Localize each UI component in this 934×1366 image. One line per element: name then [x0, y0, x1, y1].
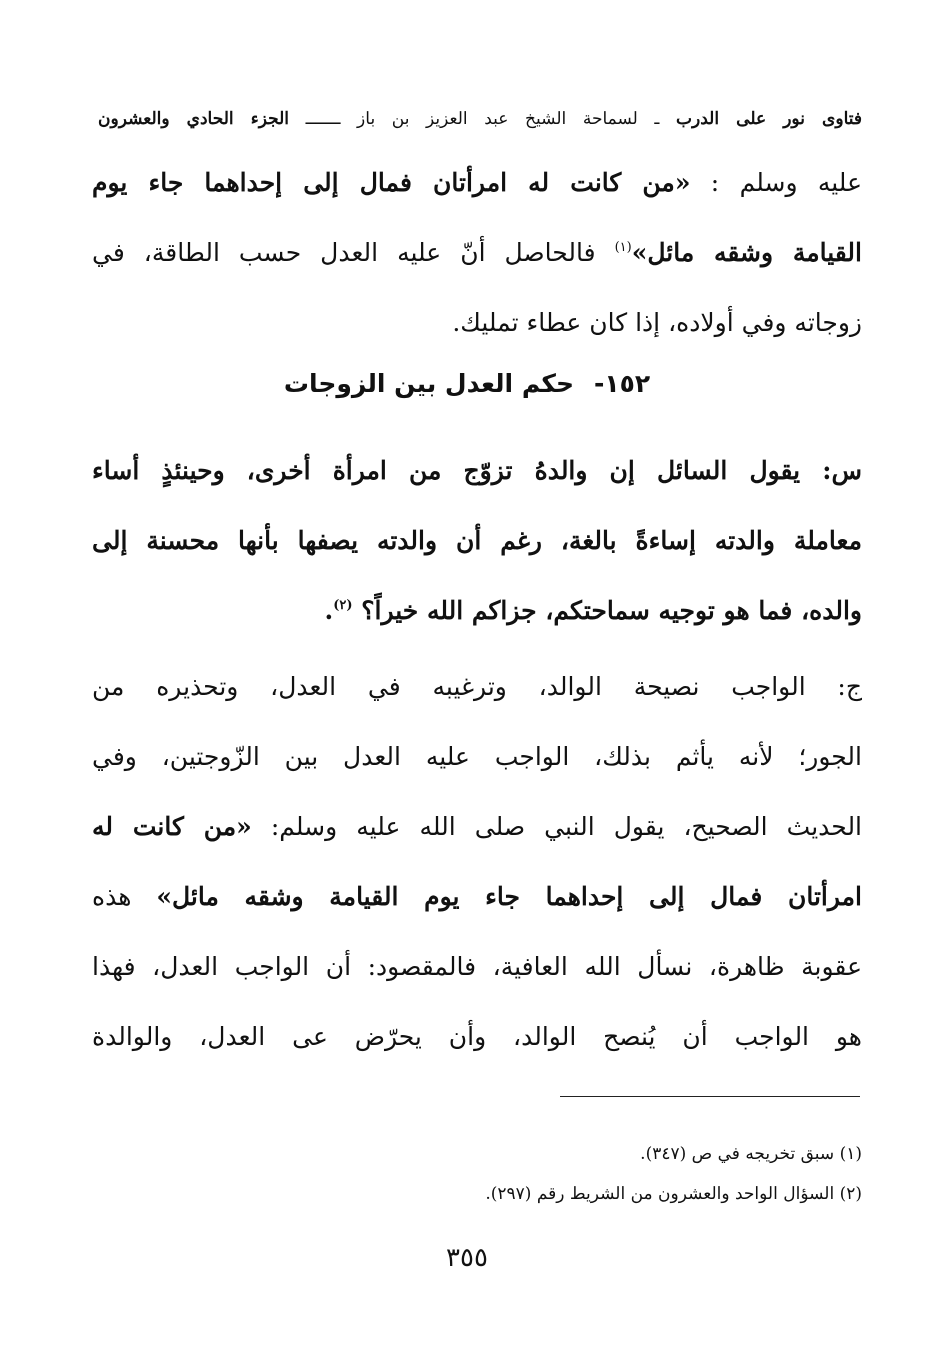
- footnote-1: (١) سبق تخريجه في ص (٣٤٧).: [640, 1144, 862, 1164]
- answer-line4-plain: هذه: [92, 882, 157, 911]
- question-paragraph: [92, 436, 862, 646]
- text-line: [92, 148, 862, 218]
- hadith-quote-end: القيامة وشقه مائل»: [631, 238, 862, 267]
- text-line: [92, 792, 862, 862]
- intro-line2-plain: فالحاصل أنّ عليه العدل حسب الطاقة، في: [92, 238, 615, 267]
- running-header: [98, 102, 862, 136]
- text-line: هو الواجب أن يُنصح الوالد، وأن يحرّض عى العدل، والوالدة: [92, 1022, 862, 1051]
- text-line: [92, 576, 862, 646]
- header-volume: الجزء الحادي والعشرون: [98, 109, 289, 129]
- section-heading: [0, 356, 934, 412]
- intro-line1-plain: عليه وسلم :: [690, 168, 862, 197]
- hadith-quote-end: امرأتان فمال إلى إحداهما جاء يوم القيامة وشقه مائل»: [156, 882, 862, 911]
- header-book-title: فتاوى نور على الدرب: [676, 109, 863, 129]
- text-line: معاملة والدته إساءةً بالغة، رغم أن والدته يصفها بأنها محسنة إلى: [92, 526, 862, 555]
- hadith-quote: «من كانت له امرأتان فمال إلى إحداهما جاء يوم: [92, 168, 691, 197]
- footnote-2: (٢) السؤال الواحد والعشرون من الشريط رقم (٢٩٧).: [485, 1184, 862, 1204]
- section-number: ١٥٢-: [593, 369, 651, 398]
- text-line: عقوبة ظاهرة، نسأل الله العافية، فالمقصود: أن الواجب العدل، فهذا: [92, 952, 862, 981]
- question-line3: والده، فما هو توجيه سماحتكم، جزاكم الله خيراً؟: [361, 596, 862, 625]
- intro-paragraph: [92, 148, 862, 358]
- text-line: الجور؛ لأنه يأثم بذلك، الواجب عليه العدل بين الزّوجتين، وفي: [92, 742, 862, 771]
- section-title: حكم العدل بين الزوجات: [283, 369, 574, 398]
- footnote-ref-1: (١): [614, 240, 632, 255]
- answer-paragraph: [92, 652, 862, 1072]
- page-number: ٣٥٥: [446, 1243, 488, 1273]
- text-line: س: يقول السائل إن والدهُ تزوّج من امرأة أخرى، وحينئذٍ أساء: [92, 456, 862, 485]
- footnotes: [92, 1134, 862, 1214]
- text-line: [92, 218, 862, 288]
- footnote-ref-2: (٢): [333, 598, 353, 613]
- question-end-mark: .: [324, 596, 334, 625]
- header-author: ـ لسماحة الشيخ عبد العزيز بن باز ـــــــ: [305, 109, 660, 129]
- text-line: زوجاته وفي أولاده، إذا كان عطاء تمليك.: [452, 308, 862, 337]
- footnote-separator: [560, 1096, 860, 1097]
- text-line: [92, 862, 862, 932]
- text-line: ج: الواجب نصيحة الوالد، وترغيبه في العدل، وتحذيره من: [92, 672, 862, 701]
- answer-line3-plain: الحديث الصحيح، يقول النبي صلى الله عليه وسلم:: [251, 812, 862, 841]
- hadith-quote: «من كانت له: [92, 812, 252, 841]
